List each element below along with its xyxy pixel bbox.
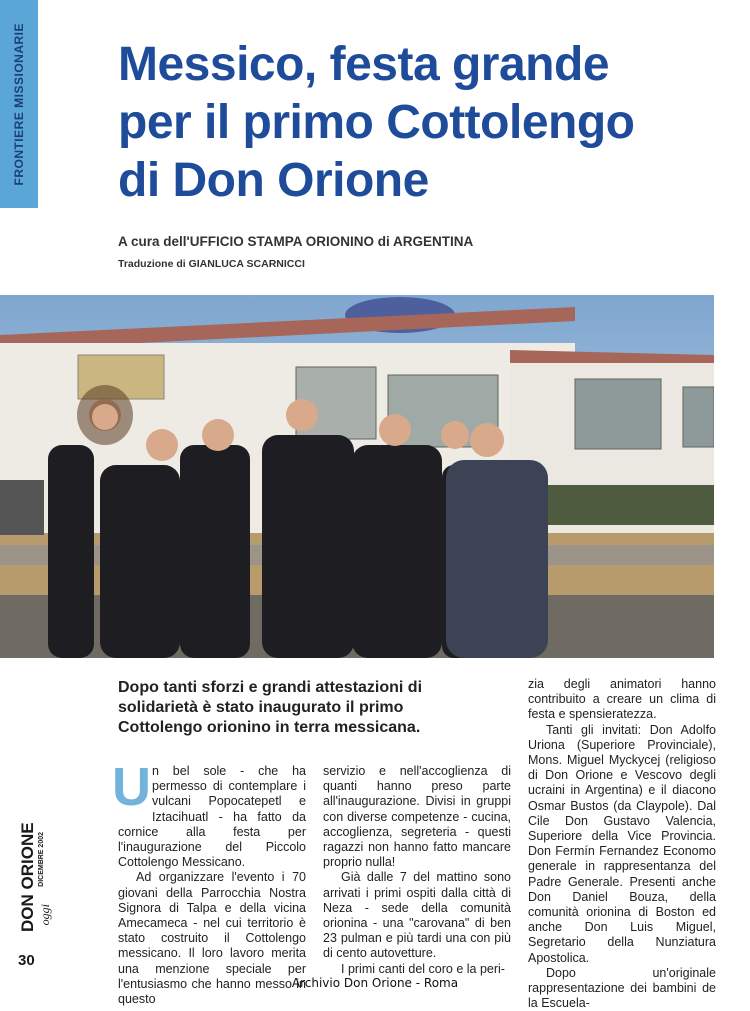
article-lead: Dopo tanti sforzi e grandi attestazioni di solidarietà è stato inaugurato il primo Cottolengo orionino in terra messicana. bbox=[118, 679, 423, 736]
byline: A cura dell'UFFICIO STAMPA ORIONINO di ARGENTINA bbox=[118, 234, 474, 249]
magazine-oggi: oggi bbox=[38, 904, 52, 926]
column-2 bbox=[323, 764, 511, 977]
paragraph: Un bel sole - che ha permesso di contemplare i vulcani Popocatepetl e Iztacihuatl - ha fatto da cornice alla festa per l'inaugurazione del Piccolo Cottolengo Messicano. bbox=[112, 757, 306, 870]
paragraph: Ad organizzare l'evento i 70 giovani della Parrocchia Nostra Signora di Talpa e della vicina Amecameca - nel cui territorio è stato costruito il Cottolengo messicano. Il loro lavoro merita una menzione speciale per l'entusiasmo che hanno messo in questo bbox=[118, 870, 306, 1007]
column-3 bbox=[528, 677, 716, 1011]
paragraph: Dopo un'originale rappresentazione dei bambini de la Escuela- bbox=[528, 965, 716, 1011]
paragraph: I primi canti del coro e la peri- bbox=[341, 961, 505, 976]
magazine-name: DON ORIONE bbox=[18, 822, 37, 932]
archive-footer: Archivio Don Orione - Roma bbox=[291, 976, 459, 990]
title-line: per il primo Cottolengo bbox=[118, 96, 635, 149]
paragraph: zia degli animatori hanno contribuito a creare un clima di festa e spensieratezza. bbox=[528, 677, 716, 722]
section-label: FRONTIERE MISSIONARIE bbox=[12, 22, 26, 186]
column-1 bbox=[112, 757, 306, 1007]
magazine-masthead bbox=[18, 822, 52, 932]
page-number: 30 bbox=[18, 952, 35, 969]
article-title bbox=[118, 36, 738, 210]
translation-credit: Traduzione di GIANLUCA SCARNICCI bbox=[118, 258, 305, 270]
section-tab bbox=[0, 0, 38, 208]
issue-date: DICEMBRE 2002 bbox=[38, 832, 45, 887]
paragraph: Tanti gli invitati: Don Adolfo Uriona (Superiore Provinciale), Mons. Miguel Myckycej (religioso di Don Orione e Vescovo degli ucraini in Argentina) e il diacono Osmar Bustos (da Claypole). Dal Cile Don Gustavo Valencia, Superiore della Vice Provincia. Don Fermín Fernandez Economo generale in rappresentanza del Padre Generale. Presenti anche Don Daniel Bouza, della comunità orionina di Boston ed anche Don Luis Miguel, Segretario della Nunziatura Apostolica. bbox=[528, 722, 716, 965]
drop-cap: U bbox=[112, 757, 151, 817]
paragraph: servizio e nell'accoglienza di quanti hanno preso parte all'inaugurazione. Divisi in gruppi con diverse competenze - cucina, accoglienza, segreteria - questi ragazzi non hanno fatto mancare proprio nulla! bbox=[323, 764, 511, 870]
group-photo bbox=[0, 295, 714, 658]
title-line: di Don Orione bbox=[118, 154, 429, 207]
paragraph: Già dalle 7 del mattino sono arrivati i primi ospiti dalla città di Neza - sede della comunità orionina - una "carovana" di ben 23 pulman e più tardi una con più di cento autovetture. bbox=[323, 870, 511, 961]
title-line: Messico, festa grande bbox=[118, 38, 610, 91]
